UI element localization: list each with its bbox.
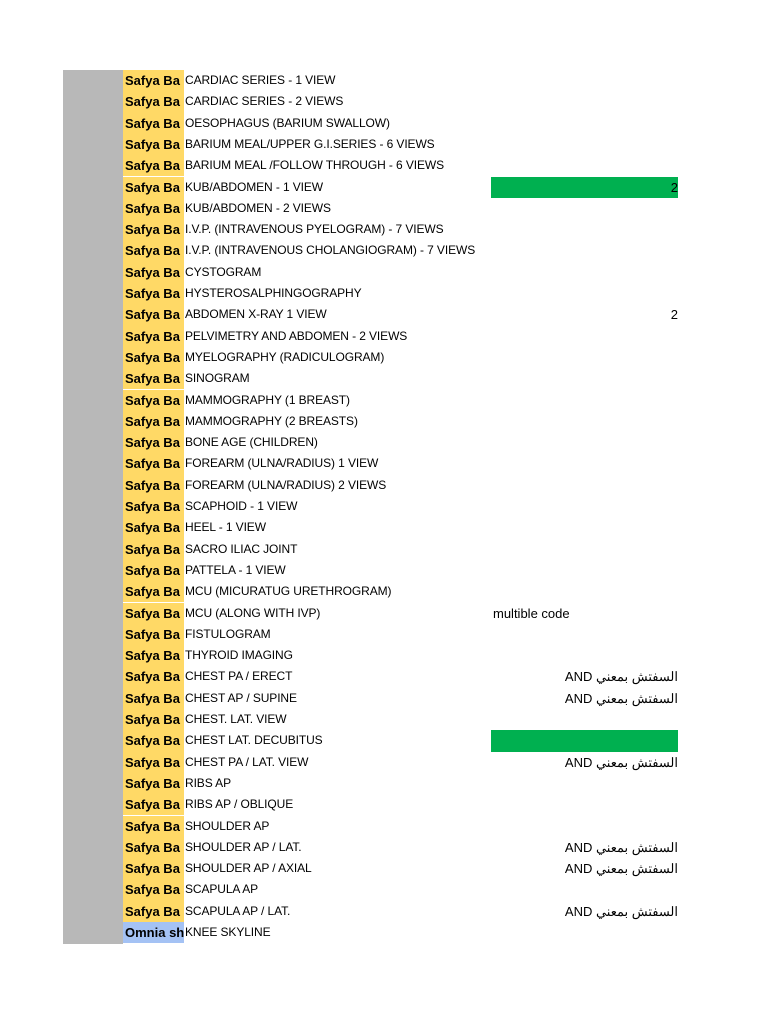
procedure-cell[interactable]: BARIUM MEAL /FOLLOW THROUGH - 6 VIEWS (185, 158, 444, 173)
name-cell[interactable]: Safya Ba (123, 240, 184, 261)
name-cell[interactable]: Safya Ba (123, 581, 184, 602)
name-cell[interactable]: Safya Ba (123, 858, 184, 879)
procedure-cell[interactable]: CHEST PA / LAT. VIEW (185, 754, 309, 769)
name-cell[interactable]: Safya Ba (123, 688, 184, 709)
procedure-cell[interactable]: HEEL - 1 VIEW (185, 520, 266, 535)
name-cell[interactable]: Safya Ba (123, 794, 184, 815)
table-row (0, 581, 768, 602)
table-row (0, 816, 768, 837)
note-cell[interactable]: AND السفتش بمعني (564, 839, 678, 855)
procedure-cell[interactable]: CHEST PA / ERECT (185, 669, 293, 684)
name-cell[interactable]: Safya Ba (123, 326, 184, 347)
table-row (0, 113, 768, 134)
table-row (0, 730, 768, 751)
procedure-cell[interactable]: FISTULOGRAM (185, 626, 271, 641)
procedure-cell[interactable]: MCU (MICURATUG URETHROGRAM) (185, 584, 392, 599)
name-cell[interactable]: Safya Ba (123, 730, 184, 751)
name-cell[interactable]: Safya Ba (123, 113, 184, 134)
note-cell[interactable]: multible code (493, 605, 570, 621)
procedure-cell[interactable]: CARDIAC SERIES - 1 VIEW (185, 73, 336, 87)
table-row (0, 794, 768, 815)
name-cell[interactable]: Safya Ba (123, 70, 184, 91)
table-row (0, 539, 768, 560)
table-row (0, 922, 768, 943)
note-cell[interactable]: AND السفتش بمعني (564, 669, 678, 685)
name-cell[interactable]: Safya Ba (123, 752, 184, 773)
name-cell[interactable]: Safya Ba (123, 773, 184, 794)
procedure-cell[interactable]: CYSTOGRAM (185, 264, 262, 279)
procedure-cell[interactable]: SINOGRAM (185, 371, 250, 386)
note-cell[interactable]: AND السفتش بمعني (564, 861, 678, 877)
table-row (0, 624, 768, 645)
name-cell[interactable]: Safya Ba (123, 879, 184, 900)
table-row (0, 368, 768, 389)
procedure-cell[interactable]: SHOULDER AP / LAT. (185, 839, 302, 854)
table-row (0, 879, 768, 900)
procedure-cell[interactable]: BONE AGE (CHILDREN) (185, 435, 318, 450)
procedure-cell[interactable]: KNEE SKYLINE (185, 925, 271, 939)
procedure-cell[interactable]: HYSTEROSALPHINGOGRAPHY (185, 286, 362, 300)
note-cell[interactable]: AND السفتش بمعني (564, 754, 678, 770)
table-row (0, 304, 768, 325)
procedure-cell[interactable]: MAMMOGRAPHY (2 BREASTS) (185, 413, 358, 428)
name-cell[interactable]: Safya Ba (123, 475, 184, 496)
table-row (0, 390, 768, 411)
note-cell[interactable] (491, 730, 678, 751)
note-cell[interactable]: 2 (670, 307, 678, 323)
procedure-cell[interactable]: PELVIMETRY AND ABDOMEN - 2 VIEWS (185, 328, 408, 343)
procedure-cell[interactable]: MAMMOGRAPHY (1 BREAST) (185, 392, 350, 407)
name-cell[interactable]: Safya Ba (123, 304, 184, 325)
name-cell[interactable]: Safya Ba (123, 432, 184, 453)
table-row (0, 155, 768, 176)
table-row (0, 70, 768, 91)
procedure-cell[interactable]: SACRO ILIAC JOINT (185, 541, 298, 556)
procedure-cell[interactable]: I.V.P. (INTRAVENOUS PYELOGRAM) - 7 VIEWS (185, 222, 444, 237)
name-cell[interactable]: Safya Ba (123, 283, 184, 304)
procedure-cell[interactable]: OESOPHAGUS (BARIUM SWALLOW) (185, 115, 390, 130)
name-cell[interactable]: Omnia sh (123, 922, 184, 943)
procedure-cell[interactable]: CARDIAC SERIES - 2 VIEWS (185, 94, 344, 109)
name-cell[interactable]: Safya Ba (123, 666, 184, 687)
table-row (0, 198, 768, 219)
name-cell[interactable]: Safya Ba (123, 155, 184, 176)
table-row (0, 453, 768, 474)
procedure-cell[interactable]: CHEST. LAT. VIEW (185, 712, 287, 726)
procedure-cell[interactable]: SCAPHOID - 1 VIEW (185, 499, 298, 513)
procedure-cell[interactable]: SCAPULA AP (185, 882, 259, 897)
name-cell[interactable]: Safya Ba (123, 603, 184, 624)
table-row (0, 837, 768, 858)
table-row (0, 709, 768, 730)
procedure-cell[interactable]: FOREARM (ULNA/RADIUS) 2 VIEWS (185, 477, 387, 492)
name-cell[interactable]: Safya Ba (123, 645, 184, 666)
table-row (0, 752, 768, 773)
name-cell[interactable]: Safya Ba (123, 816, 184, 837)
name-cell[interactable]: Safya Ba (123, 496, 184, 517)
name-cell[interactable]: Safya Ba (123, 347, 184, 368)
table-row (0, 326, 768, 347)
table-row (0, 134, 768, 155)
name-cell[interactable]: Safya Ba (123, 837, 184, 858)
note-cell[interactable]: AND السفتش بمعني (564, 903, 678, 919)
procedure-cell[interactable]: KUB/ABDOMEN - 1 VIEW (185, 179, 324, 194)
name-cell[interactable]: Safya Ba (123, 390, 184, 411)
table-row (0, 901, 768, 922)
table-row (0, 177, 768, 198)
table-row (0, 475, 768, 496)
name-cell[interactable]: Safya Ba (123, 134, 184, 155)
name-cell[interactable]: Safya Ba (123, 219, 184, 240)
name-cell[interactable]: Safya Ba (123, 517, 184, 538)
table-row (0, 219, 768, 240)
procedure-cell[interactable]: CHEST LAT. DECUBITUS (185, 733, 323, 748)
procedure-cell[interactable]: KUB/ABDOMEN - 2 VIEWS (185, 200, 331, 215)
procedure-cell[interactable]: RIBS AP (185, 775, 231, 790)
name-cell[interactable]: Safya Ba (123, 901, 184, 922)
table-row (0, 560, 768, 581)
name-cell[interactable]: Safya Ba (123, 624, 184, 645)
procedure-cell[interactable]: BARIUM MEAL/UPPER G.I.SERIES - 6 VIEWS (185, 136, 435, 151)
table-row (0, 603, 768, 624)
procedure-cell[interactable]: CHEST AP / SUPINE (185, 690, 297, 705)
name-cell[interactable]: Safya Ba (123, 453, 184, 474)
name-cell[interactable]: Safya Ba (123, 262, 184, 283)
name-cell[interactable]: Safya Ba (123, 368, 184, 389)
table-row (0, 496, 768, 517)
table-row (0, 411, 768, 432)
table-row (0, 91, 768, 112)
procedure-cell[interactable]: ABDOMEN X-RAY 1 VIEW (185, 307, 327, 322)
name-cell[interactable]: Safya Ba (123, 560, 184, 581)
procedure-cell[interactable]: RIBS AP / OBLIQUE (185, 797, 294, 812)
table-row (0, 262, 768, 283)
table-row (0, 645, 768, 666)
note-cell[interactable]: AND السفتش بمعني (564, 690, 678, 706)
procedure-cell[interactable]: SCAPULA AP / LAT. (185, 903, 291, 918)
name-cell[interactable]: Safya Ba (123, 709, 184, 730)
procedure-cell[interactable]: MYELOGRAPHY (RADICULOGRAM) (185, 349, 385, 364)
table-row (0, 517, 768, 538)
table-row (0, 666, 768, 687)
table-row (0, 858, 768, 879)
procedure-cell[interactable]: MCU (ALONG WITH IVP) (185, 605, 321, 620)
name-cell[interactable]: Safya Ba (123, 91, 184, 112)
procedure-cell[interactable]: FOREARM (ULNA/RADIUS) 1 VIEW (185, 456, 379, 471)
procedure-cell[interactable]: PATTELA - 1 VIEW (185, 562, 286, 577)
procedure-cell[interactable]: SHOULDER AP (185, 818, 270, 833)
procedure-cell[interactable]: SHOULDER AP / AXIAL (185, 861, 312, 876)
procedure-cell[interactable]: THYROID IMAGING (185, 648, 293, 663)
name-cell[interactable]: Safya Ba (123, 198, 184, 219)
table-row (0, 688, 768, 709)
name-cell[interactable]: Safya Ba (123, 411, 184, 432)
name-cell[interactable]: Safya Ba (123, 177, 184, 198)
table-row (0, 283, 768, 304)
name-cell[interactable]: Safya Ba (123, 539, 184, 560)
table-row (0, 347, 768, 368)
table-row (0, 773, 768, 794)
table-row (0, 240, 768, 261)
note-cell[interactable]: 2 (491, 177, 678, 198)
procedure-cell[interactable]: I.V.P. (INTRAVENOUS CHOLANGIOGRAM) - 7 VIEWS (185, 243, 476, 258)
table-row (0, 432, 768, 453)
